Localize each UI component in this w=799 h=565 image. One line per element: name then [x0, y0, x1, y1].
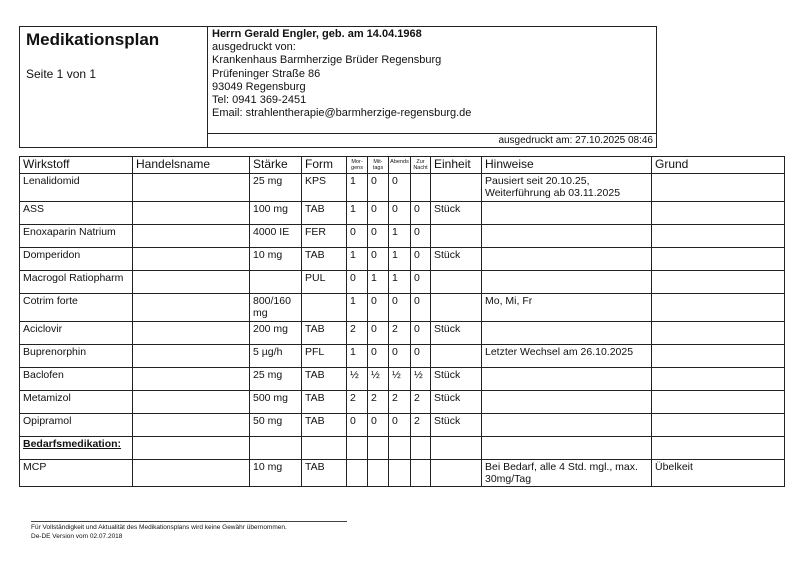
cell-mittags: 0	[368, 247, 389, 270]
cell-hinweise	[482, 321, 652, 344]
cell-einheit: Stück	[431, 367, 482, 390]
cell-staerke: 500 mg	[250, 390, 302, 413]
cell-morgens: 2	[347, 390, 368, 413]
cell-grund	[652, 247, 785, 270]
cell-grund: Übelkeit	[652, 459, 785, 487]
table-row	[20, 174, 785, 202]
cell-hinweise	[482, 390, 652, 413]
cell-wirkstoff: MCP	[20, 459, 133, 487]
table-row	[20, 201, 785, 224]
cell-form: TAB	[302, 459, 347, 487]
cell-empty	[302, 436, 347, 459]
cell-abends: 0	[389, 344, 411, 367]
cell-handelsname	[133, 201, 250, 224]
printed-by-label: ausgedruckt von:	[212, 41, 296, 54]
cell-form: FER	[302, 224, 347, 247]
cell-morgens: 1	[347, 293, 368, 321]
cell-handelsname	[133, 174, 250, 202]
table-row	[20, 344, 785, 367]
cell-mittags: 0	[368, 321, 389, 344]
printed-date: ausgedruckt am: 27.10.2025 08:46	[498, 135, 653, 146]
table-row	[20, 224, 785, 247]
title-box	[19, 26, 208, 148]
cell-nacht: ½	[411, 367, 431, 390]
cell-mittags	[368, 459, 389, 487]
organization-email: Email: strahlentherapie@barmherzige-regensburg.de	[212, 107, 472, 120]
cell-empty	[482, 436, 652, 459]
cell-mittags: 0	[368, 174, 389, 202]
cell-mittags: ½	[368, 367, 389, 390]
cell-staerke: 25 mg	[250, 367, 302, 390]
cell-form: TAB	[302, 247, 347, 270]
cell-form: TAB	[302, 413, 347, 436]
cell-abends: 0	[389, 174, 411, 202]
cell-empty	[431, 436, 482, 459]
footer-rule	[31, 521, 347, 522]
cell-staerke: 10 mg	[250, 459, 302, 487]
cell-hinweise: Bei Bedarf, alle 4 Std. mgl., max. 30mg/Tag	[482, 459, 652, 487]
cell-wirkstoff: ASS	[20, 201, 133, 224]
col-hinweise: Hinweise	[482, 157, 652, 174]
cell-empty	[347, 436, 368, 459]
cell-empty	[652, 436, 785, 459]
cell-wirkstoff: Buprenorphin	[20, 344, 133, 367]
cell-staerke: 10 mg	[250, 247, 302, 270]
cell-form: TAB	[302, 367, 347, 390]
cell-mittags: 0	[368, 201, 389, 224]
cell-nacht: 0	[411, 321, 431, 344]
cell-handelsname	[133, 247, 250, 270]
cell-mittags: 0	[368, 224, 389, 247]
cell-wirkstoff: Cotrim forte	[20, 293, 133, 321]
cell-abends: 0	[389, 293, 411, 321]
col-staerke: Stärke	[250, 157, 302, 174]
cell-staerke: 200 mg	[250, 321, 302, 344]
cell-morgens: 1	[347, 247, 368, 270]
cell-grund	[652, 201, 785, 224]
cell-abends: 1	[389, 270, 411, 293]
table-row	[20, 413, 785, 436]
cell-grund	[652, 293, 785, 321]
cell-hinweise: Mo, Mi, Fr	[482, 293, 652, 321]
cell-einheit: Stück	[431, 321, 482, 344]
patient-name: Herrn Gerald Engler, geb. am 14.04.1968	[212, 28, 422, 40]
page-indicator: Seite 1 von 1	[26, 67, 97, 81]
cell-nacht: 0	[411, 293, 431, 321]
cell-form: TAB	[302, 321, 347, 344]
cell-grund	[652, 270, 785, 293]
cell-empty	[250, 436, 302, 459]
section-label: Bedarfsmedikation:	[20, 436, 133, 459]
cell-grund	[652, 224, 785, 247]
document-title: Medikationsplan	[26, 30, 160, 49]
organization-street: Prüfeninger Straße 86	[212, 67, 321, 80]
cell-handelsname	[133, 270, 250, 293]
cell-morgens: 1	[347, 201, 368, 224]
cell-wirkstoff: Baclofen	[20, 367, 133, 390]
cell-staerke: 25 mg	[250, 174, 302, 202]
cell-hinweise	[482, 413, 652, 436]
col-einheit: Einheit	[431, 157, 482, 174]
cell-hinweise: Letzter Wechsel am 26.10.2025	[482, 344, 652, 367]
cell-morgens: 2	[347, 321, 368, 344]
cell-wirkstoff: Aciclovir	[20, 321, 133, 344]
cell-form: TAB	[302, 390, 347, 413]
cell-empty	[368, 436, 389, 459]
table-row	[20, 459, 785, 487]
cell-hinweise	[482, 247, 652, 270]
cell-einheit: Stück	[431, 413, 482, 436]
cell-handelsname	[133, 344, 250, 367]
cell-nacht: 0	[411, 344, 431, 367]
cell-hinweise: Pausiert seit 20.10.25, Weiterführung ab 03.11.2025	[482, 174, 652, 202]
cell-einheit: Stück	[431, 247, 482, 270]
cell-mittags: 2	[368, 390, 389, 413]
cell-staerke	[250, 270, 302, 293]
table-row	[20, 270, 785, 293]
cell-morgens: 1	[347, 344, 368, 367]
cell-morgens: 0	[347, 413, 368, 436]
table-row	[20, 247, 785, 270]
cell-form: PFL	[302, 344, 347, 367]
cell-abends: 2	[389, 390, 411, 413]
cell-einheit	[431, 224, 482, 247]
cell-wirkstoff: Metamizol	[20, 390, 133, 413]
cell-grund	[652, 413, 785, 436]
cell-form: TAB	[302, 201, 347, 224]
footer-disclaimer: Für Vollständigkeit und Aktualität des Medikationsplans wird keine Gewähr übernommen.	[31, 524, 287, 531]
col-handelsname: Handelsname	[133, 157, 250, 174]
cell-form	[302, 293, 347, 321]
table-row	[20, 293, 785, 321]
cell-nacht: 0	[411, 270, 431, 293]
cell-wirkstoff: Opipramol	[20, 413, 133, 436]
col-grund: Grund	[652, 157, 785, 174]
cell-nacht: 0	[411, 224, 431, 247]
table-row	[20, 321, 785, 344]
cell-einheit	[431, 174, 482, 202]
cell-wirkstoff: Enoxaparin Natrium	[20, 224, 133, 247]
cell-nacht: 0	[411, 201, 431, 224]
cell-abends: 1	[389, 247, 411, 270]
organization-name: Krankenhaus Barmherzige Brüder Regensburg	[212, 54, 442, 67]
footer-version: De-DE Version vom 02.07.2018	[31, 533, 123, 540]
table-header-row	[20, 157, 785, 174]
cell-form: KPS	[302, 174, 347, 202]
organization-city: 93049 Regensburg	[212, 80, 306, 93]
cell-hinweise	[482, 367, 652, 390]
cell-grund	[652, 390, 785, 413]
cell-staerke: 50 mg	[250, 413, 302, 436]
cell-mittags: 0	[368, 344, 389, 367]
cell-staerke: 5 µg/h	[250, 344, 302, 367]
cell-einheit: Stück	[431, 390, 482, 413]
cell-hinweise	[482, 270, 652, 293]
patient-info-box	[208, 26, 657, 148]
cell-abends: 0	[389, 201, 411, 224]
cell-morgens: 0	[347, 224, 368, 247]
cell-nacht	[411, 174, 431, 202]
cell-handelsname	[133, 413, 250, 436]
col-nacht: Zur Nacht	[411, 157, 431, 174]
cell-morgens: ½	[347, 367, 368, 390]
cell-grund	[652, 174, 785, 202]
cell-mittags: 0	[368, 413, 389, 436]
cell-empty	[411, 436, 431, 459]
col-wirkstoff: Wirkstoff	[20, 157, 133, 174]
cell-nacht	[411, 459, 431, 487]
cell-empty	[133, 436, 250, 459]
col-morgens: Mor-gens	[347, 157, 368, 174]
cell-form: PUL	[302, 270, 347, 293]
cell-nacht: 2	[411, 390, 431, 413]
cell-abends: 2	[389, 321, 411, 344]
cell-empty	[389, 436, 411, 459]
cell-handelsname	[133, 390, 250, 413]
cell-hinweise	[482, 224, 652, 247]
cell-nacht: 0	[411, 247, 431, 270]
cell-wirkstoff: Lenalidomid	[20, 174, 133, 202]
cell-morgens	[347, 459, 368, 487]
cell-grund	[652, 344, 785, 367]
cell-abends: 1	[389, 224, 411, 247]
cell-handelsname	[133, 293, 250, 321]
col-form: Form	[302, 157, 347, 174]
cell-einheit	[431, 459, 482, 487]
col-abends: Abends	[389, 157, 411, 174]
cell-morgens: 1	[347, 174, 368, 202]
cell-grund	[652, 321, 785, 344]
cell-grund	[652, 367, 785, 390]
cell-abends	[389, 459, 411, 487]
header-divider	[208, 133, 656, 134]
cell-abends: ½	[389, 367, 411, 390]
cell-handelsname	[133, 321, 250, 344]
section-row	[20, 436, 785, 459]
cell-handelsname	[133, 224, 250, 247]
cell-einheit	[431, 344, 482, 367]
cell-einheit	[431, 270, 482, 293]
table-row	[20, 367, 785, 390]
col-mittags: Mit-tags	[368, 157, 389, 174]
cell-hinweise	[482, 201, 652, 224]
cell-wirkstoff: Macrogol Ratiopharm	[20, 270, 133, 293]
cell-mittags: 1	[368, 270, 389, 293]
cell-nacht: 2	[411, 413, 431, 436]
cell-morgens: 0	[347, 270, 368, 293]
organization-phone: Tel: 0941 369-2451	[212, 94, 307, 107]
cell-wirkstoff: Domperidon	[20, 247, 133, 270]
cell-staerke: 800/160 mg	[250, 293, 302, 321]
cell-einheit	[431, 293, 482, 321]
cell-handelsname	[133, 459, 250, 487]
cell-mittags: 0	[368, 293, 389, 321]
medication-table	[19, 156, 785, 487]
cell-abends: 0	[389, 413, 411, 436]
cell-handelsname	[133, 367, 250, 390]
cell-einheit: Stück	[431, 201, 482, 224]
cell-staerke: 4000 IE	[250, 224, 302, 247]
table-row	[20, 390, 785, 413]
cell-staerke: 100 mg	[250, 201, 302, 224]
